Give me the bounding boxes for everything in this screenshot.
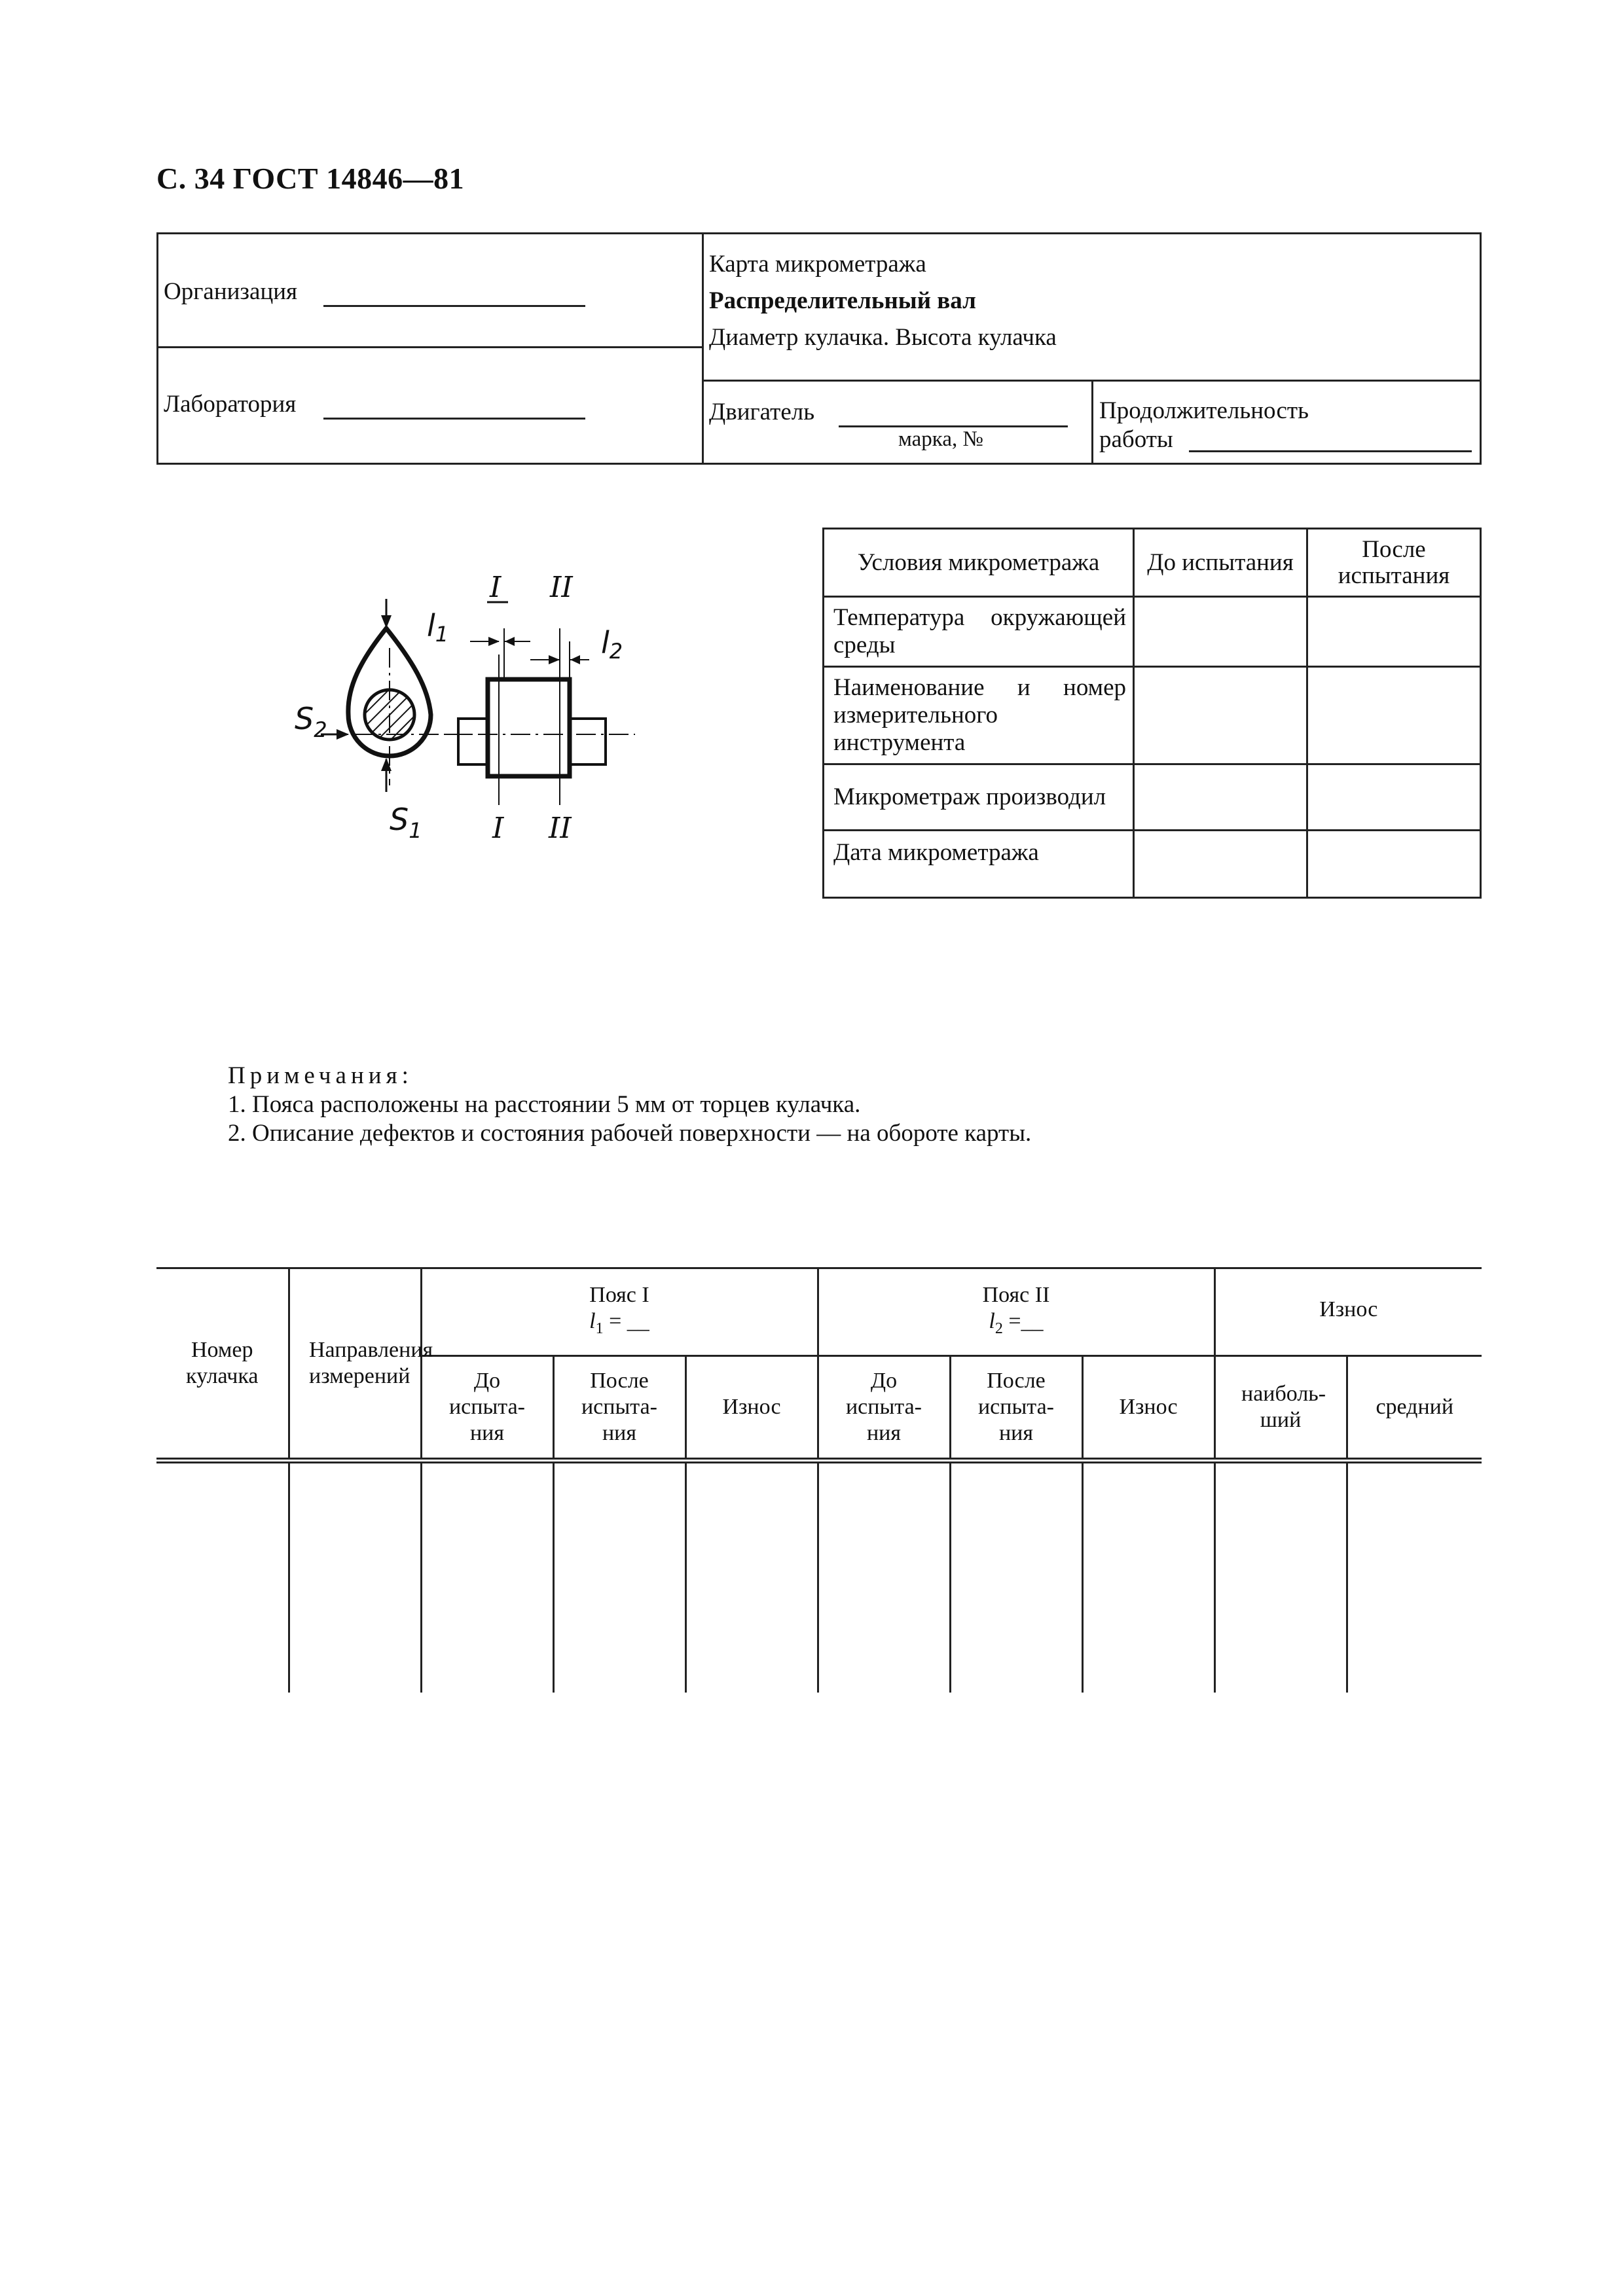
card-description: Диаметр кулачка. Высота кулачка [709, 324, 1057, 351]
section-1-label-top: I [490, 571, 501, 604]
organization-field[interactable] [323, 305, 585, 307]
table-cell[interactable] [818, 1461, 950, 1693]
cam-body [488, 679, 570, 776]
card-title: Карта микрометража [709, 251, 926, 278]
notes-title: Примечания: [228, 1062, 413, 1089]
wear-header-label: Износ [1319, 1297, 1378, 1321]
belt-1-wear-label: Износ [722, 1395, 781, 1419]
duration-label: Продолжительность [1099, 397, 1309, 424]
belt-1-formula-eq: = __ [603, 1309, 649, 1334]
belt-1-wear-header [685, 1356, 818, 1461]
condition-label: Температура окружающей среды [824, 597, 1134, 667]
belt-2-wear-header [1082, 1356, 1214, 1461]
belt-2-formula-l: l [989, 1309, 995, 1334]
wear-max-label: наиболь-ший [1241, 1382, 1326, 1432]
belt-2-before-header [818, 1356, 950, 1461]
belt-2-after-header [950, 1356, 1082, 1461]
belt-1-before-label: До испыта-ния [448, 1369, 525, 1445]
card-subject: Распределительный вал [709, 287, 976, 314]
condition-after-cell[interactable] [1307, 667, 1481, 764]
note-item: 1. Пояса расположены на расстоянии 5 мм от торцев кулачка. [228, 1091, 861, 1118]
form-divider [158, 346, 702, 348]
condition-after-cell[interactable] [1307, 597, 1481, 667]
l2-label: l2 [601, 625, 623, 664]
belt-2-formula-sub: 2 [994, 1319, 1003, 1337]
after-header-label: После испытания [1338, 535, 1450, 589]
condition-label: Дата микрометража [824, 831, 1134, 898]
condition-before-cell[interactable] [1134, 597, 1307, 667]
camshaft-diagram [282, 563, 674, 857]
condition-label: Микрометраж производил [824, 764, 1134, 831]
direction-header-label: Направления измерений [309, 1338, 433, 1388]
before-header-label: До испытания [1147, 548, 1294, 576]
belt-1-formula [422, 1308, 817, 1342]
form-divider [702, 234, 704, 465]
condition-before-cell[interactable] [1134, 667, 1307, 764]
organization-label: Организация [164, 278, 298, 305]
table-cell[interactable] [950, 1461, 1082, 1693]
table-cell[interactable] [156, 1461, 289, 1693]
shaft-left [458, 719, 488, 764]
laboratory-field[interactable] [323, 418, 585, 420]
card-form [156, 232, 1482, 465]
direction-header [289, 1268, 433, 1461]
cam-number-header [156, 1268, 289, 1461]
belt-2-before-label: До испыта-ния [845, 1369, 922, 1445]
s1-label: $S_1$ [390, 802, 422, 843]
table-cell[interactable] [1347, 1461, 1482, 1693]
condition-before-cell[interactable] [1134, 764, 1307, 831]
table-cell[interactable] [421, 1461, 553, 1693]
belt-2-formula [819, 1308, 1214, 1342]
section-1-label-bottom: I [492, 812, 504, 845]
condition-before-cell[interactable] [1134, 831, 1307, 898]
after-header [1307, 529, 1481, 597]
shaft-right [570, 719, 606, 764]
belt-2-formula-eq: =__ [1002, 1309, 1044, 1334]
table-cell[interactable] [289, 1461, 421, 1693]
engine-label: Двигатель [709, 399, 815, 425]
wear-avg-header [1347, 1356, 1482, 1461]
laboratory-label: Лаборатория [164, 391, 297, 418]
table-cell[interactable] [553, 1461, 685, 1693]
belt-1-header [421, 1268, 818, 1356]
before-header [1134, 529, 1307, 597]
l1-label: l1 [427, 608, 449, 647]
form-divider [1091, 380, 1093, 465]
belt-2-after-label: После испыта-ния [977, 1369, 1054, 1445]
page-header: С. 34 ГОСТ 14846—81 [156, 162, 465, 195]
belt-2-label: Пояс II [982, 1283, 1050, 1308]
s2-label: $S_2$ [295, 701, 327, 742]
condition-label: Наименование и номер измерительного инструмента [824, 667, 1134, 764]
condition-after-cell[interactable] [1307, 831, 1481, 898]
section-2-label-bottom: II [549, 812, 572, 845]
conditions-table [822, 528, 1482, 899]
wear-max-header [1214, 1356, 1347, 1461]
engine-hint: марка, № [898, 427, 983, 451]
condition-after-cell[interactable] [1307, 764, 1481, 831]
belt-1-before-header [421, 1356, 553, 1461]
belt-2-header [818, 1268, 1214, 1356]
belt-1-formula-sub: 1 [595, 1319, 604, 1337]
belt-1-after-label: После испыта-ния [581, 1369, 657, 1445]
table-cell[interactable] [685, 1461, 818, 1693]
duration-label-2: работы [1099, 426, 1173, 453]
wear-header [1214, 1268, 1482, 1356]
duration-field[interactable] [1189, 450, 1472, 452]
belt-1-label: Пояс I [589, 1283, 649, 1308]
notes [228, 1062, 1031, 1148]
table-cell[interactable] [1214, 1461, 1347, 1693]
belt-2-wear-label: Износ [1119, 1395, 1178, 1419]
belt-1-formula-l: l [589, 1309, 596, 1334]
measurement-table [156, 1267, 1482, 1693]
conditions-header-label: Условия микрометража [857, 548, 1100, 576]
conditions-header [824, 529, 1134, 597]
belt-1-after-header [553, 1356, 685, 1461]
cam-number-header-label: Номер кулачка [186, 1338, 259, 1388]
wear-avg-label: средний [1376, 1395, 1454, 1419]
section-2-label-top: II [550, 571, 573, 604]
table-cell[interactable] [1082, 1461, 1214, 1693]
note-item: 2. Описание дефектов и состояния рабочей поверхности — на обороте карты. [228, 1120, 1032, 1147]
